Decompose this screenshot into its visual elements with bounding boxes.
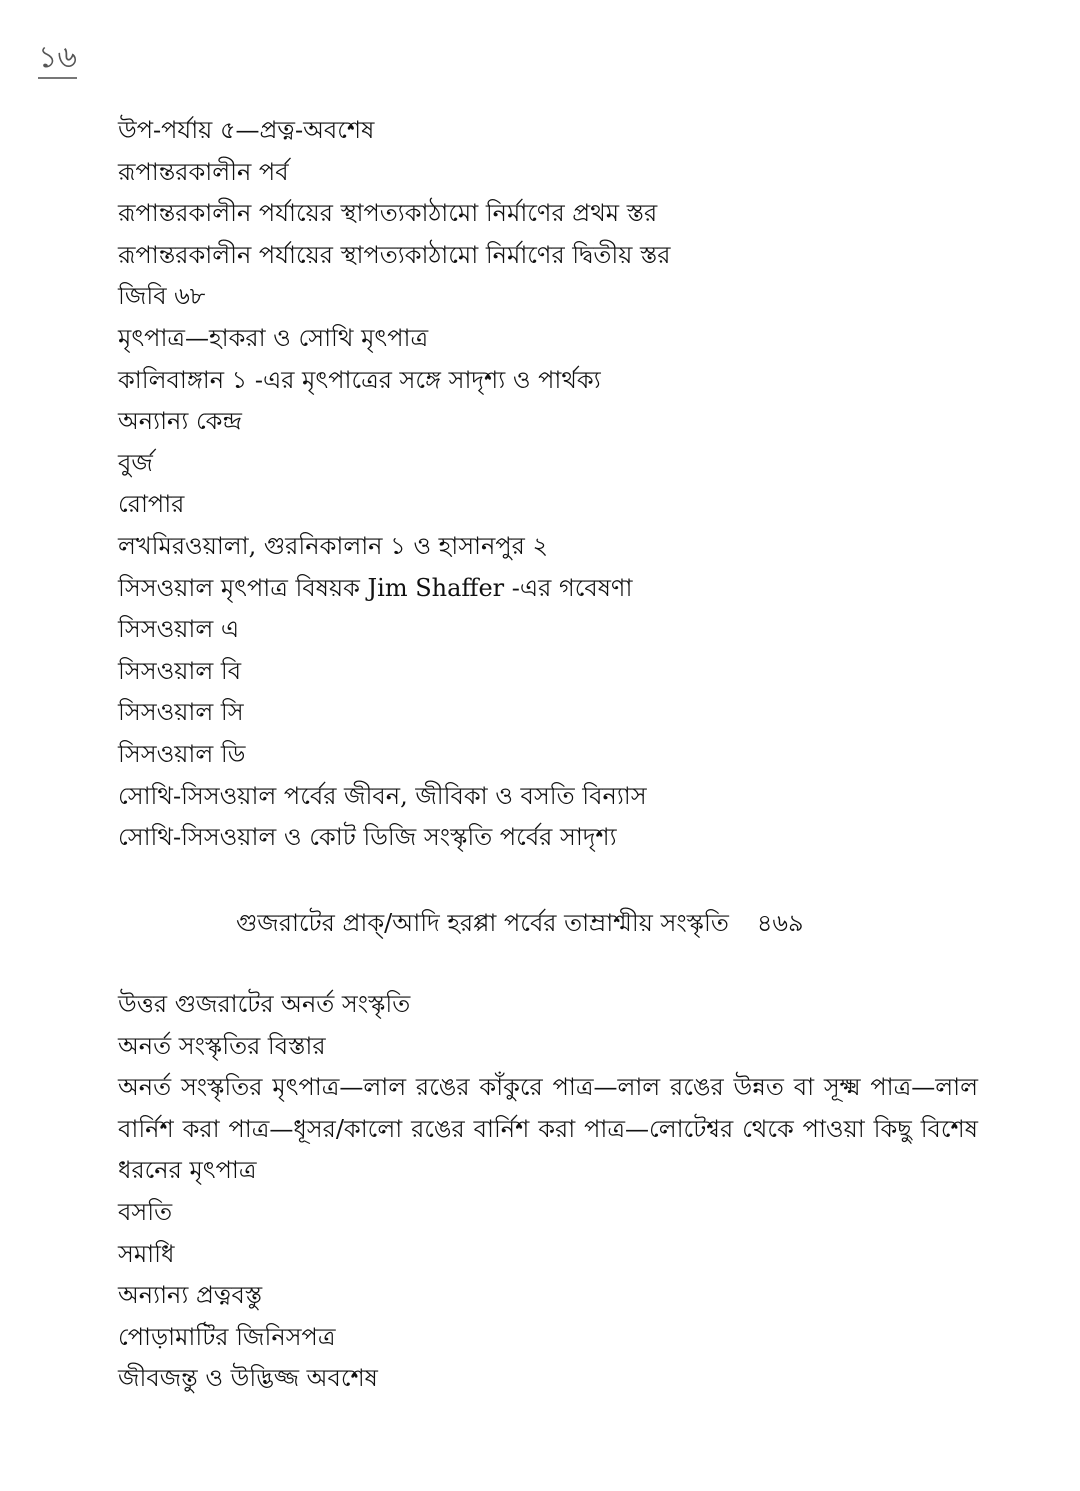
toc-entry: অনর্ত সংস্কৃতির বিস্তার [118,1031,326,1060]
toc-entry: অনর্ত সংস্কৃতির মৃৎপাত্র—লাল রঙের কাঁকুরে পাত্র—লাল রঙের উন্নত বা সূক্ষ্ম পাত্র—লাল বার্নিশ করা পাত্র—ধূসর/কালো রঙের বার্নিশ করা পাত্র—লোটেশ্বর থেকে পাওয়া কিছু বিশেষ ধরনের মৃৎপাত্র [118,1073,978,1185]
chapter-page-number: ৪৬৯ [756,909,804,937]
toc-entry: রূপান্তরকালীন পর্ব [118,157,289,186]
toc-entry: রোপার [118,490,185,519]
toc-entry: সিসওয়াল এ [118,615,240,644]
toc-entry: রূপান্তরকালীন পর্যায়ের স্থাপত্যকাঠামো নির্মাণের দ্বিতীয় স্তর [118,240,671,269]
toc-entry: পোড়ামাটির জিনিসপত্র [118,1322,336,1351]
chapter-title: গুজরাটের প্রাক্/আদি হরপ্পা পর্বের তাম্রাশ্মীয় সংস্কৃতি [236,909,729,937]
toc-entry: লখমিরওয়ালা, গুরনিকালান ১ ও হাসানপুর ২ [118,531,549,560]
toc-entry: রূপান্তরকালীন পর্যায়ের স্থাপত্যকাঠামো নির্মাণের প্রথম স্তর [118,199,658,228]
toc-entry: জিবি ৬৮ [118,282,206,311]
toc-entry: সিসওয়াল বি [118,656,242,685]
toc-entry: বসতি [118,1197,173,1226]
toc-entry: বুর্জ [118,448,153,477]
toc-entry: সিসওয়াল মৃৎপাত্র বিষয়ক Jim Shaffer -এর গবেষণা [118,573,633,602]
page-number: ১৬ [38,40,77,79]
toc-entry: অন্যান্য কেন্দ্র [118,407,242,436]
toc-entry: জীবজন্তু ও উদ্ভিজ্জ অবশেষ [118,1364,378,1393]
toc-entry: মৃৎপাত্র—হাকরা ও সোথি মৃৎপাত্র [118,323,429,352]
toc-entry: সোথি-সিসওয়াল পর্বের জীবন, জীবিকা ও বসতি বিন্যাস [118,781,647,810]
toc-entry: অন্যান্য প্রত্নবস্তু [118,1281,263,1310]
toc-entry: উত্তর গুজরাটের অনর্ত সংস্কৃতি [118,990,411,1018]
toc-entry: সোথি-সিসওয়াল ও কোট ডিজি সংস্কৃতি পর্বের সাদৃশ্য [118,823,617,852]
toc-entry: সিসওয়াল ডি [118,739,246,768]
toc-list-section-1 [118,110,998,859]
toc-entry: কালিবাঙ্গান ১ -এর মৃৎপাত্রের সঙ্গে সাদৃশ্য ও পার্থক্য [118,365,601,394]
chapter-heading [236,903,996,943]
toc-list-section-2 [118,984,998,1400]
toc-entry: উপ-পর্যায় ৫—প্রত্ন-অবশেষ [118,116,375,144]
toc-entry: সমাধি [118,1239,175,1268]
toc-entry: সিসওয়াল সি [118,698,244,727]
